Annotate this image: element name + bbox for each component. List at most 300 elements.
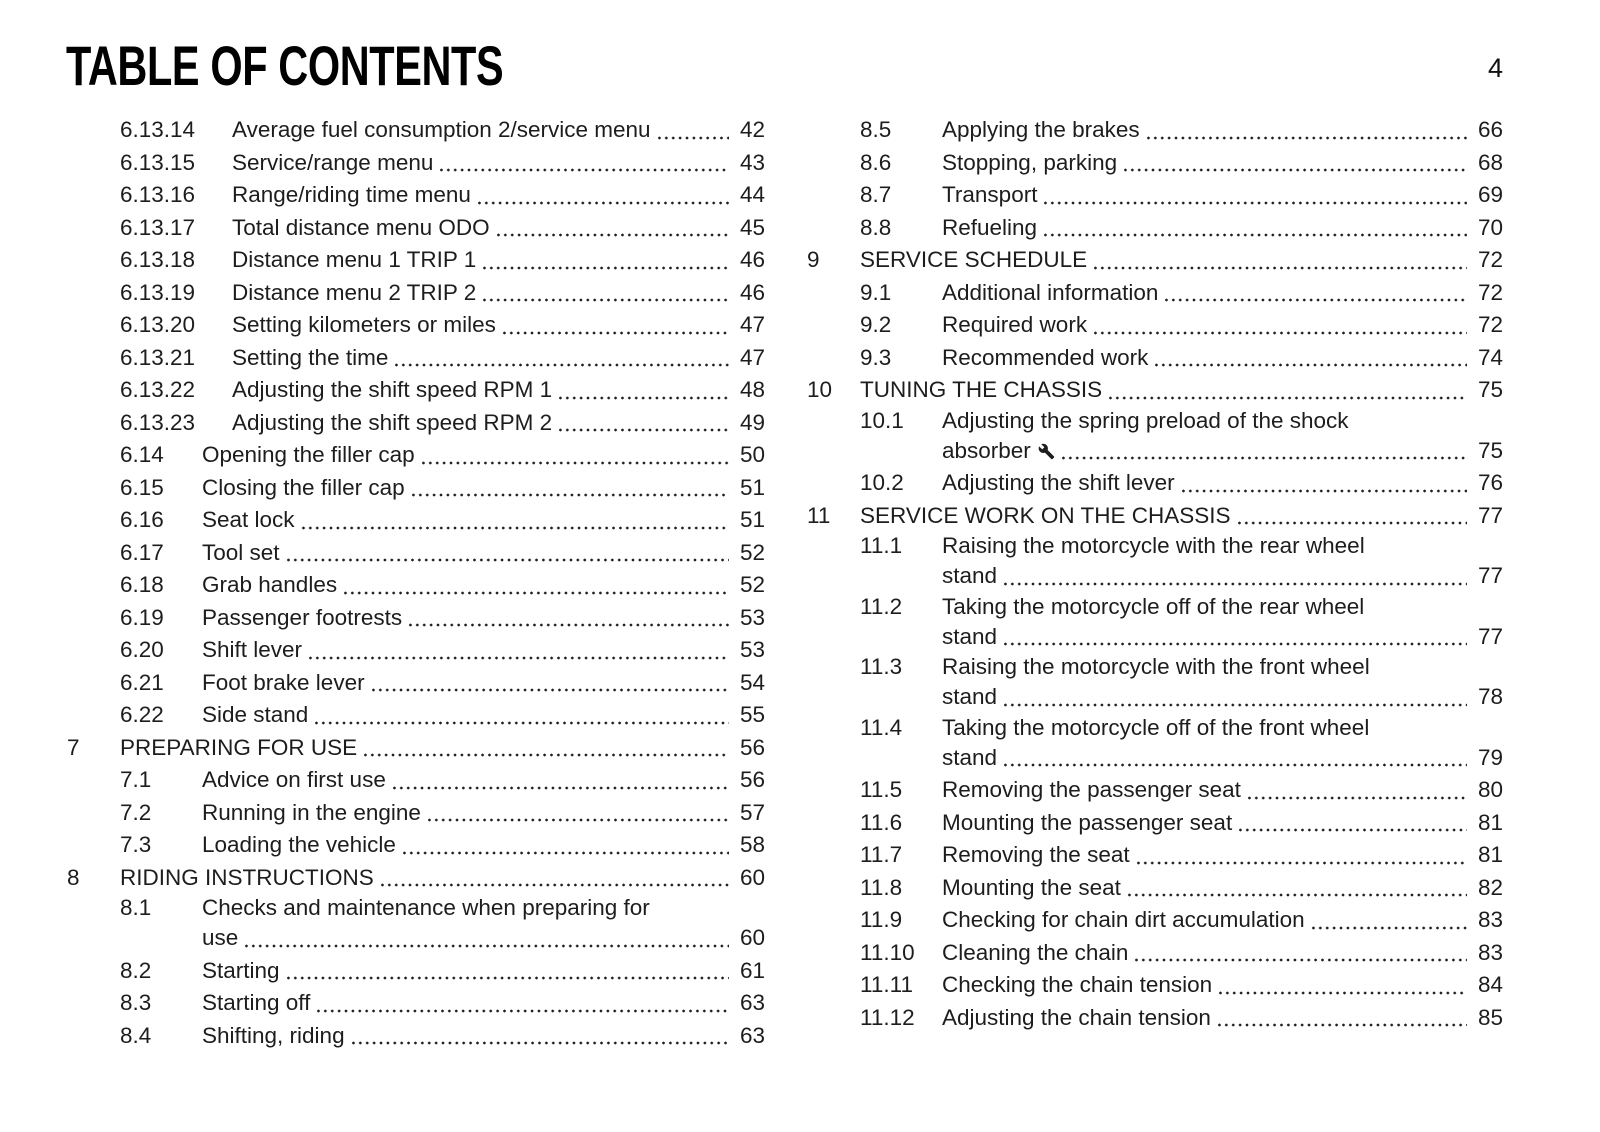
toc-entry-title: Applying the brakes	[942, 117, 1140, 142]
toc-entry-number: 8.4	[120, 1022, 152, 1048]
toc-entry-page: 51	[739, 474, 765, 500]
toc-entry	[67, 342, 765, 375]
toc-entry-number: 8.8	[860, 214, 892, 240]
toc-entry-content	[232, 244, 765, 277]
toc-entry-content	[942, 969, 1503, 1002]
toc-entry-page: 52	[739, 539, 765, 565]
dotted-leader	[283, 955, 729, 988]
toc-entry-title-continued: absorber	[942, 437, 1031, 463]
dotted-leader	[305, 634, 729, 667]
toc-entry-number: 6.13.15	[120, 149, 196, 175]
toc-entry-page: 81	[1477, 809, 1503, 835]
toc-entry-title: TUNING THE CHASSIS	[860, 377, 1103, 402]
toc-entry-content	[202, 602, 765, 635]
dotted-leader	[389, 764, 729, 797]
toc-entry-content	[942, 714, 1503, 775]
toc-entry-line	[942, 904, 1503, 937]
toc-entry-title-continued: stand	[942, 623, 998, 649]
toc-entry-number: 6.20	[120, 637, 164, 662]
toc-entry-line	[860, 500, 1503, 533]
toc-entry-number: 11.2	[860, 593, 903, 619]
toc-entry-line-continued	[942, 435, 1503, 468]
toc-entry-title: Passenger footrests	[202, 604, 403, 630]
toc-entry-page: 70	[1477, 214, 1503, 240]
toc-entry-line-continued	[942, 560, 1503, 593]
toc-entry-page: 50	[739, 442, 765, 467]
toc-entry-content	[202, 472, 765, 505]
dotted-leader	[436, 147, 729, 180]
dotted-leader	[348, 1020, 729, 1053]
toc-entry-content	[942, 147, 1503, 180]
toc-entry-page: 75	[1477, 437, 1503, 463]
toc-entry-title: Average fuel consumption 2/service menu	[232, 117, 651, 142]
dotted-leader	[555, 374, 729, 407]
toc-entry-title: Side stand	[202, 702, 309, 727]
toc-entry-number: 11.6	[860, 809, 903, 835]
dotted-leader	[499, 309, 729, 342]
toc-entry-number: 6.13.16	[120, 182, 196, 207]
dotted-leader	[1308, 904, 1467, 937]
toc-entry	[807, 407, 1503, 468]
toc-entry-page: 57	[739, 799, 765, 825]
dotted-leader	[1235, 807, 1467, 840]
dotted-leader	[298, 504, 729, 537]
toc-entry-page: 79	[1477, 744, 1503, 770]
toc-entry-line	[232, 374, 765, 407]
toc-entry	[807, 212, 1503, 245]
toc-entry-page: 63	[739, 1022, 765, 1048]
toc-entry-page: 56	[739, 734, 765, 760]
toc-entry-title: Closing the filler cap	[202, 474, 405, 500]
dotted-leader	[1234, 500, 1468, 533]
dotted-leader	[1133, 839, 1467, 872]
toc-entry-title: RIDING INSTRUCTIONS	[120, 864, 374, 890]
dotted-leader	[493, 212, 729, 245]
toc-entry-line	[202, 569, 765, 602]
toc-entry-title: Adjusting the shift lever	[942, 470, 1175, 495]
dotted-leader	[241, 922, 729, 955]
toc-entry-line	[942, 714, 1503, 742]
toc-entry	[807, 1002, 1503, 1035]
toc-entry-number: 10.2	[860, 470, 904, 495]
toc-entry-number: 10.1	[860, 407, 904, 433]
toc-entry-line	[942, 969, 1503, 1002]
dotted-leader	[474, 179, 729, 212]
toc-entry-line	[942, 807, 1503, 840]
toc-entry-number: 6.13.19	[120, 279, 196, 305]
toc-entry-content	[942, 277, 1503, 310]
dotted-leader	[391, 342, 729, 375]
dotted-leader	[424, 797, 729, 830]
toc-entry-content	[202, 829, 765, 862]
toc-entry	[67, 147, 765, 180]
toc-entry-title: PREPARING FOR USE	[120, 734, 358, 760]
toc-entry-title: Refueling	[942, 214, 1038, 240]
toc-entry-content	[942, 807, 1503, 840]
toc-entry-page: 68	[1477, 149, 1503, 175]
toc-entry-number: 11.7	[860, 842, 903, 867]
toc-entry	[67, 602, 765, 635]
dotted-leader	[360, 732, 729, 765]
toc-entry-number: 11.4	[860, 714, 903, 740]
toc-entry-title: Transport	[942, 182, 1038, 207]
toc-entry-line	[942, 179, 1503, 212]
toc-entry	[67, 894, 765, 955]
toc-entry-line	[120, 732, 765, 765]
toc-entry-content	[202, 955, 765, 988]
toc-entry-content	[942, 212, 1503, 245]
toc-entry-title: Distance menu 2 TRIP 2	[232, 279, 477, 305]
toc-entry-content	[942, 342, 1503, 375]
toc-entry-line	[232, 407, 765, 440]
toc-entry-title: Starting off	[202, 990, 311, 1015]
toc-entry-title: Taking the motorcycle off of the rear wheel	[942, 593, 1365, 619]
toc-entry	[807, 904, 1503, 937]
toc-entry	[67, 1020, 765, 1053]
toc-entry	[807, 114, 1503, 147]
toc-entry-line	[202, 537, 765, 570]
toc-entry-page: 72	[1477, 279, 1503, 305]
toc-entry-title: Adjusting the spring preload of the shock	[942, 407, 1349, 433]
toc-entry-content	[202, 439, 765, 472]
toc-entry	[67, 472, 765, 505]
toc-entry-content	[232, 179, 765, 212]
toc-entry-title: Setting kilometers or miles	[232, 312, 496, 337]
toc-entry-line	[202, 1020, 765, 1053]
toc-entry-line	[202, 602, 765, 635]
toc-entry-content	[232, 374, 765, 407]
toc-entry-line	[202, 987, 765, 1020]
toc-entry-line	[942, 593, 1503, 621]
toc-entry-line	[942, 839, 1503, 872]
toc-entry-content	[942, 114, 1503, 147]
toc-entry-content	[120, 862, 765, 895]
toc-entry-page: 43	[739, 149, 765, 175]
toc-entry-number: 6.13.17	[120, 214, 196, 240]
toc-entry-content	[232, 114, 765, 147]
toc-entry-title-continued: use	[202, 925, 239, 950]
toc-entry	[67, 699, 765, 732]
toc-entry-page: 61	[739, 957, 765, 983]
toc-entry-number: 6.18	[120, 572, 164, 597]
toc-entry	[807, 342, 1503, 375]
toc-entry-content	[120, 732, 765, 765]
dotted-leader	[283, 537, 729, 570]
toc-entry-number: 8.6	[860, 149, 892, 175]
dotted-leader	[654, 114, 729, 147]
dotted-leader	[1151, 342, 1467, 375]
toc-entry-line	[232, 179, 765, 212]
toc-entry	[67, 407, 765, 440]
toc-entry-line	[232, 309, 765, 342]
toc-entry-number: 6.16	[120, 507, 164, 532]
toc-entry-content	[860, 244, 1503, 277]
toc-entry-page: 76	[1477, 470, 1503, 495]
toc-entry-title: Raising the motorcycle with the rear wheel	[942, 533, 1365, 558]
toc-entry-title: Adjusting the chain tension	[942, 1004, 1211, 1030]
toc-entry-title: Loading the vehicle	[202, 832, 396, 857]
dotted-leader	[1000, 681, 1467, 714]
toc-chapter-entry	[67, 862, 765, 895]
toc-entry-number: 6.13.22	[120, 377, 196, 402]
dotted-leader	[368, 667, 729, 700]
toc-entry-page: 46	[739, 279, 765, 305]
toc-entry-line	[202, 829, 765, 862]
page-number: 4	[1487, 53, 1503, 83]
toc-entry-title: SERVICE SCHEDULE	[860, 247, 1088, 272]
toc-entry-content	[942, 309, 1503, 342]
toc-entry-content	[860, 500, 1503, 533]
toc-entry	[67, 569, 765, 602]
toc-entry	[807, 807, 1503, 840]
toc-entry-title: Adjusting the shift speed RPM 1	[232, 377, 553, 402]
toc-entry-title: Range/riding time menu	[232, 182, 471, 207]
toc-entry-page: 83	[1477, 907, 1503, 932]
toc-entry-number: 7.2	[120, 799, 152, 825]
toc-entry-content	[232, 277, 765, 310]
toc-entry-content	[942, 593, 1503, 654]
toc-entry-page: 54	[739, 669, 765, 695]
toc-entry-number: 11.10	[860, 939, 915, 965]
toc-entry	[807, 872, 1503, 905]
toc-entry-number: 6.13.18	[120, 247, 196, 272]
toc-entry-title: Adjusting the shift speed RPM 2	[232, 409, 553, 435]
toc-entry	[67, 667, 765, 700]
toc-entry-page: 47	[739, 344, 765, 370]
toc-entry-page: 60	[739, 925, 765, 950]
toc-entry-content	[942, 467, 1503, 500]
toc-entry-page: 42	[739, 117, 765, 142]
toc-entry-title: Shifting, riding	[202, 1022, 345, 1048]
toc-entry	[807, 532, 1503, 593]
toc-entry-line-continued	[942, 742, 1503, 775]
toc-entry	[67, 374, 765, 407]
toc-entry-number: 6.15	[120, 474, 164, 500]
toc-entry-page: 44	[739, 182, 765, 207]
dotted-leader	[313, 987, 729, 1020]
toc-entry-page: 72	[1477, 247, 1503, 272]
dotted-leader	[1000, 560, 1467, 593]
toc-left-column	[67, 114, 765, 1052]
toc-entry-page: 48	[739, 377, 765, 402]
toc-entry-number: 6.22	[120, 702, 164, 727]
dotted-leader	[399, 829, 729, 862]
toc-entry	[67, 244, 765, 277]
toc-entry-title: Removing the passenger seat	[942, 777, 1241, 802]
toc-entry	[67, 179, 765, 212]
toc-entry	[807, 277, 1503, 310]
toc-chapter-entry	[807, 244, 1503, 277]
toc-entry	[807, 714, 1503, 775]
toc-entry-line	[942, 774, 1503, 807]
toc-entry-page: 60	[739, 864, 765, 890]
toc-entry-content	[232, 342, 765, 375]
toc-entry-line	[942, 342, 1503, 375]
toc-entry-page: 77	[1477, 563, 1503, 588]
toc-entry-content	[942, 774, 1503, 807]
toc-entry-content	[202, 987, 765, 1020]
toc-entry-line	[942, 147, 1503, 180]
toc-entry-line	[232, 114, 765, 147]
dotted-leader	[1124, 872, 1467, 905]
toc-columns	[67, 114, 1503, 1052]
toc-entry-content	[942, 904, 1503, 937]
toc-entry-line	[942, 407, 1503, 435]
toc-entry	[67, 764, 765, 797]
toc-entry-line	[942, 277, 1503, 310]
toc-entry-number: 8.3	[120, 990, 152, 1015]
toc-entry-page: 75	[1477, 377, 1503, 402]
toc-entry	[807, 593, 1503, 654]
toc-entry-title: Mounting the seat	[942, 874, 1121, 900]
dotted-leader	[311, 699, 729, 732]
toc-entry-line	[202, 699, 765, 732]
toc-entry-title: Foot brake lever	[202, 669, 365, 695]
toc-chapter-entry	[807, 500, 1503, 533]
toc-entry-content	[202, 764, 765, 797]
dotted-leader	[377, 862, 729, 895]
toc-entry-line	[232, 244, 765, 277]
toc-entry-page: 58	[739, 832, 765, 857]
toc-entry-page: 81	[1477, 842, 1503, 867]
toc-chapter-entry	[807, 374, 1503, 407]
toc-entry-content	[202, 504, 765, 537]
toc-entry-number: 11.12	[860, 1004, 915, 1030]
toc-entry-line	[942, 309, 1503, 342]
toc-entry-title: Advice on first use	[202, 767, 386, 792]
toc-entry-title: Service/range menu	[232, 149, 434, 175]
dotted-leader	[1215, 969, 1467, 1002]
toc-entry-title-continued: stand	[942, 744, 998, 770]
toc-entry-line-continued	[942, 621, 1503, 654]
toc-entry	[67, 309, 765, 342]
toc-entry-page: 74	[1477, 344, 1503, 370]
toc-entry-title: Stopping, parking	[942, 149, 1118, 175]
toc-entry	[807, 774, 1503, 807]
toc-entry-title: Mounting the passenger seat	[942, 809, 1233, 835]
page-title: TABLE OF CONTENTS	[66, 34, 504, 97]
dotted-leader	[1120, 147, 1467, 180]
toc-entry-page: 49	[739, 409, 765, 435]
toc-entry-title: Taking the motorcycle off of the front wheel	[942, 714, 1370, 740]
toc-entry-content	[942, 532, 1503, 593]
toc-entry-line	[942, 937, 1503, 970]
toc-entry-page: 66	[1477, 117, 1503, 142]
toc-entry-title: Removing the seat	[942, 842, 1130, 867]
toc-entry-page: 82	[1477, 874, 1503, 900]
dotted-leader	[405, 602, 729, 635]
toc-entry-content	[202, 797, 765, 830]
toc-entry-content	[202, 1020, 765, 1053]
toc-entry-line-continued	[202, 922, 765, 955]
toc-entry-line	[202, 472, 765, 505]
dotted-leader	[1040, 179, 1467, 212]
toc-entry-page: 53	[739, 637, 765, 662]
toc-entry-page: 63	[739, 990, 765, 1015]
toc-entry-number: 6.13.14	[120, 117, 196, 142]
toc-entry	[67, 504, 765, 537]
toc-entry-line	[860, 374, 1503, 407]
toc-entry-page: 45	[739, 214, 765, 240]
toc-entry-line	[202, 504, 765, 537]
dotted-leader	[1244, 774, 1467, 807]
toc-entry-line	[942, 1002, 1503, 1035]
dotted-leader	[1214, 1002, 1467, 1035]
toc-entry-number: 6.19	[120, 604, 164, 630]
toc-entry-content	[202, 894, 765, 955]
toc-entry-number: 9	[807, 247, 820, 272]
toc-entry-title: Checks and maintenance when preparing for	[202, 895, 650, 920]
toc-entry-content	[942, 937, 1503, 970]
toc-entry-number: 11.3	[860, 654, 903, 679]
toc-entry	[67, 212, 765, 245]
toc-entry-title: Required work	[942, 312, 1088, 337]
toc-entry-page: 51	[739, 507, 765, 532]
dotted-leader	[1000, 621, 1467, 654]
toc-entry	[807, 969, 1503, 1002]
dotted-leader	[1178, 467, 1467, 500]
dotted-leader	[1161, 277, 1467, 310]
toc-entry-page: 55	[739, 702, 765, 727]
toc-entry-line	[232, 212, 765, 245]
toc-entry-number: 7.1	[120, 767, 152, 792]
toc-entry-page: 85	[1477, 1004, 1503, 1030]
toc-entry-title: Setting the time	[232, 344, 389, 370]
toc-entry-page: 80	[1477, 777, 1503, 802]
dotted-leader	[1131, 937, 1467, 970]
toc-entry	[807, 839, 1503, 872]
toc-entry-number: 6.13.21	[120, 344, 196, 370]
toc-entry-number: 6.14	[120, 442, 164, 467]
toc-entry-line	[232, 147, 765, 180]
toc-entry-number: 11.8	[860, 874, 903, 900]
toc-entry-title: Raising the motorcycle with the front wheel	[942, 654, 1370, 679]
toc-entry-title: Checking the chain tension	[942, 972, 1213, 997]
toc-entry-number: 8	[67, 864, 80, 890]
toc-entry-line	[202, 667, 765, 700]
toc-entry-title: Running in the engine	[202, 799, 421, 825]
dotted-leader	[1058, 435, 1467, 468]
toc-entry-page: 47	[739, 312, 765, 337]
toc-entry-line	[202, 955, 765, 988]
toc-entry-number: 7	[67, 734, 80, 760]
dotted-leader	[1040, 212, 1467, 245]
toc-entry-page: 72	[1477, 312, 1503, 337]
toc-entry	[807, 147, 1503, 180]
toc-entry-title: Starting	[202, 957, 280, 983]
toc-entry-line	[202, 894, 765, 922]
toc-entry-page: 77	[1477, 623, 1503, 649]
toc-entry-page: 69	[1477, 182, 1503, 207]
toc-entry-content	[232, 309, 765, 342]
toc-entry-number: 8.7	[860, 182, 892, 207]
dotted-leader	[418, 439, 729, 472]
toc-entry-number: 8.1	[120, 895, 152, 920]
toc-entry-content	[202, 699, 765, 732]
toc-entry-number: 9.2	[860, 312, 892, 337]
toc-entry-line	[232, 342, 765, 375]
toc-entry-title: Grab handles	[202, 572, 338, 597]
toc-entry-number: 8.5	[860, 117, 892, 142]
toc-entry	[807, 179, 1503, 212]
toc-entry-content	[232, 147, 765, 180]
toc-entry-title: Shift lever	[202, 637, 303, 662]
toc-entry-line	[942, 212, 1503, 245]
toc-entry-title-continued: stand	[942, 563, 998, 588]
toc-entry-page: 53	[739, 604, 765, 630]
dotted-leader	[555, 407, 729, 440]
toc-entry-line	[120, 862, 765, 895]
